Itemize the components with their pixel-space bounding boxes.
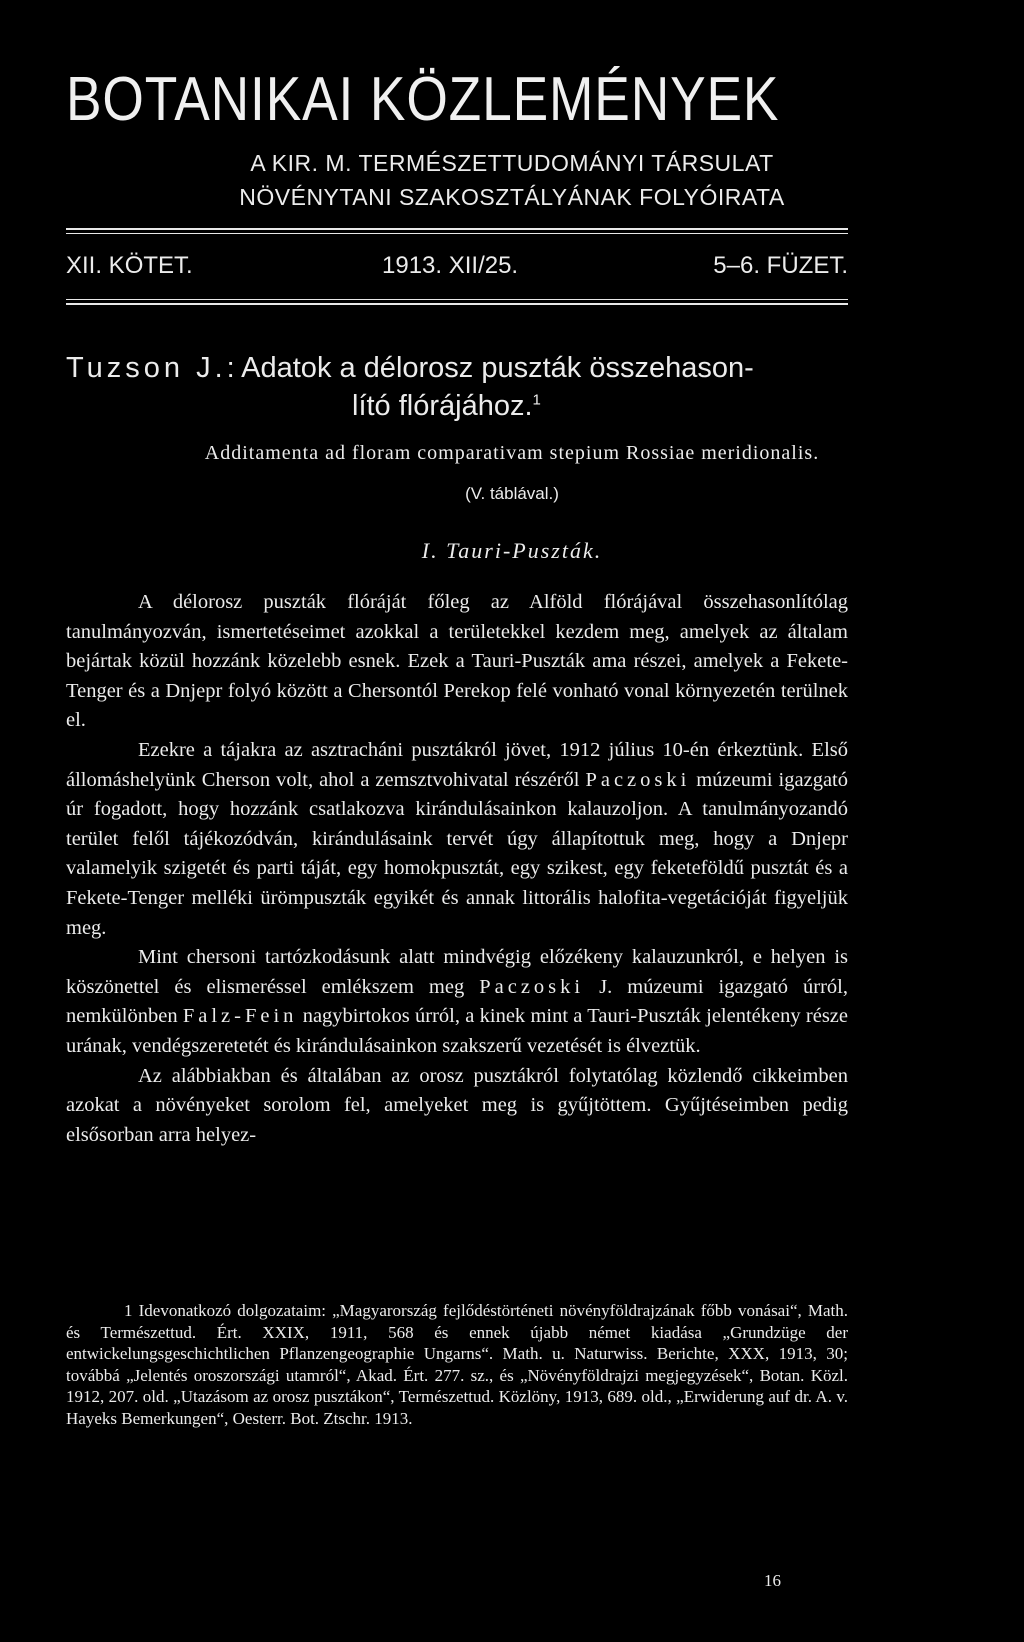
page-number: 16: [764, 1571, 781, 1590]
volume-label: XII. KÖTET.: [66, 252, 193, 279]
article-title-part1: : Adatok a délorosz puszták összehason-: [226, 352, 754, 384]
footnote-marker: 1: [124, 1301, 133, 1320]
body-text-run: Mint chersoni tartózkodásunk alatt mindvégig előzékeny kalauzunkról, e helyen is köszönettel és elismeréssel emlékszem meg: [66, 946, 848, 998]
header-rule-top-thin: [66, 233, 848, 234]
issue-number: 5–6. FÜZET.: [713, 252, 848, 279]
journal-subtitle-line2: NÖVÉNYTANI SZAKOSZTÁLYÁNAK FOLYÓIRATA: [239, 184, 785, 210]
title-footnote-marker: 1: [532, 391, 541, 409]
body-text-run: múzeumi igazgató úr fogadott, hogy hozzánk csatlakozva kirándulásainkon kalauzoljon. A tanulmányozandó terület felől tájékozódván, kirándulásaink tervét úgy állapítottuk meg, hogy a Dnjepr valamelyik szigetét és parti táját, egy homokpusztát, egy szikest, egy feketeföldű pusztát és a Fekete-Tenger melléki ürömpuszták egyikét és annak littorális halofita-vegetációját figyeljük meg.: [66, 768, 848, 939]
article-author: Tuzson J.: [66, 352, 227, 384]
article-title-line1: [66, 352, 866, 385]
body-text-run: nagybirtokos úrról, a kinek mint a Tauri-Puszták jelentékeny része urának, vendégszeretetét és kirándulásainkon szakszerű vezetését is élveztük.: [66, 1005, 848, 1057]
person-name-paczoski: Paczoski: [479, 975, 585, 998]
body-text-run: J. múzeumi igazgató úrról, nemkülönben: [66, 975, 848, 1028]
article-title-part2: lító flórájához.: [352, 390, 533, 422]
journal-subtitle-line1: A KIR. M. TERMÉSZETTUDOMÁNYI TÁRSULAT: [250, 150, 774, 176]
body-paragraph-3: [66, 943, 848, 1061]
plate-note: (V. táblával.): [465, 484, 559, 503]
person-name-paczoski: Paczoski: [585, 768, 691, 791]
latin-title: Additamenta ad floram comparativam stepium Rossiae meridionalis.: [204, 442, 820, 464]
body-paragraph-4: Az alábbiakban és általában az orosz pusztákról folytatólag közlendő cikkeimben azokat a növényeket sorolom fel, amelyeket meg is gyűjtöttem. Gyűjtéseimben pedig elsősorban arra helyez-: [66, 1064, 848, 1146]
article-body: [66, 588, 848, 1150]
footnotes: [66, 1300, 848, 1429]
body-paragraph-1: A délorosz puszták flóráját főleg az Alföld flórájával összehasonlítólag tanulmányozván, ismertetéseimet azokkal a területekkel kezdem meg, amelyek az általam bejártak közül hozzánk közelebb esnek. Ezek a Tauri-Puszták ama részei, amelyek a Fekete-Tenger és a Dnjepr folyó között a Chersontól Perekop felé vonható vonal környezetén terülnek el.: [66, 591, 848, 732]
issue-info-row: [66, 252, 848, 288]
section-heading: [0, 538, 1024, 564]
person-name-falz-fein: Falz-Fein: [182, 1005, 298, 1028]
header-rule-bottom-thick: [66, 303, 848, 305]
header-rule-bottom-thin: [66, 299, 848, 300]
section-number: I.: [421, 538, 439, 563]
article-title-line2: [352, 390, 541, 423]
footnote-1: [66, 1300, 848, 1429]
body-paragraph-2: [66, 736, 848, 943]
header-rule-top-thick: [66, 228, 848, 230]
section-title: Tauri-Puszták.: [446, 538, 603, 563]
journal-title: BOTANIKAI KÖZLEMÉNYEK: [66, 65, 780, 134]
footnote-text: Idevonatkozó dolgozataim: „Magyarország fejlődéstörténeti növényföldrajzának főbb vonásai“, Math. és Természettud. Ért. XXIX, 1911, 568 és ennek újabb német kiadása „Grundzüge der entwickelungsgeschichtlichen Pflanzengeographie Ungarns“. Math. u. Naturwiss. Berichte, XXX, 1913, 30; továbbá „Jelentés oroszországi utamról“, Akad. Ért. 277. sz., és „Növényföldrajzi megjegyzések“, Botan. Közl. 1912, 207. old. „Utazásom az orosz pusztákon“, Természettud. Közlöny, 1913, 689. old., „Erwiderung auf dr. A. v. Hayeks Bemerkungen“, Oesterr. Bot. Ztschr. 1913.: [66, 1301, 849, 1428]
body-text-run: Ezekre a tájakra az asztracháni pusztákról jövet, 1912 július 10-én érkeztünk. Első állomáshelyünk Cherson volt, ahol a zemsztvohivatal részéről: [66, 738, 848, 791]
issue-date: 1913. XII/25.: [382, 252, 519, 279]
